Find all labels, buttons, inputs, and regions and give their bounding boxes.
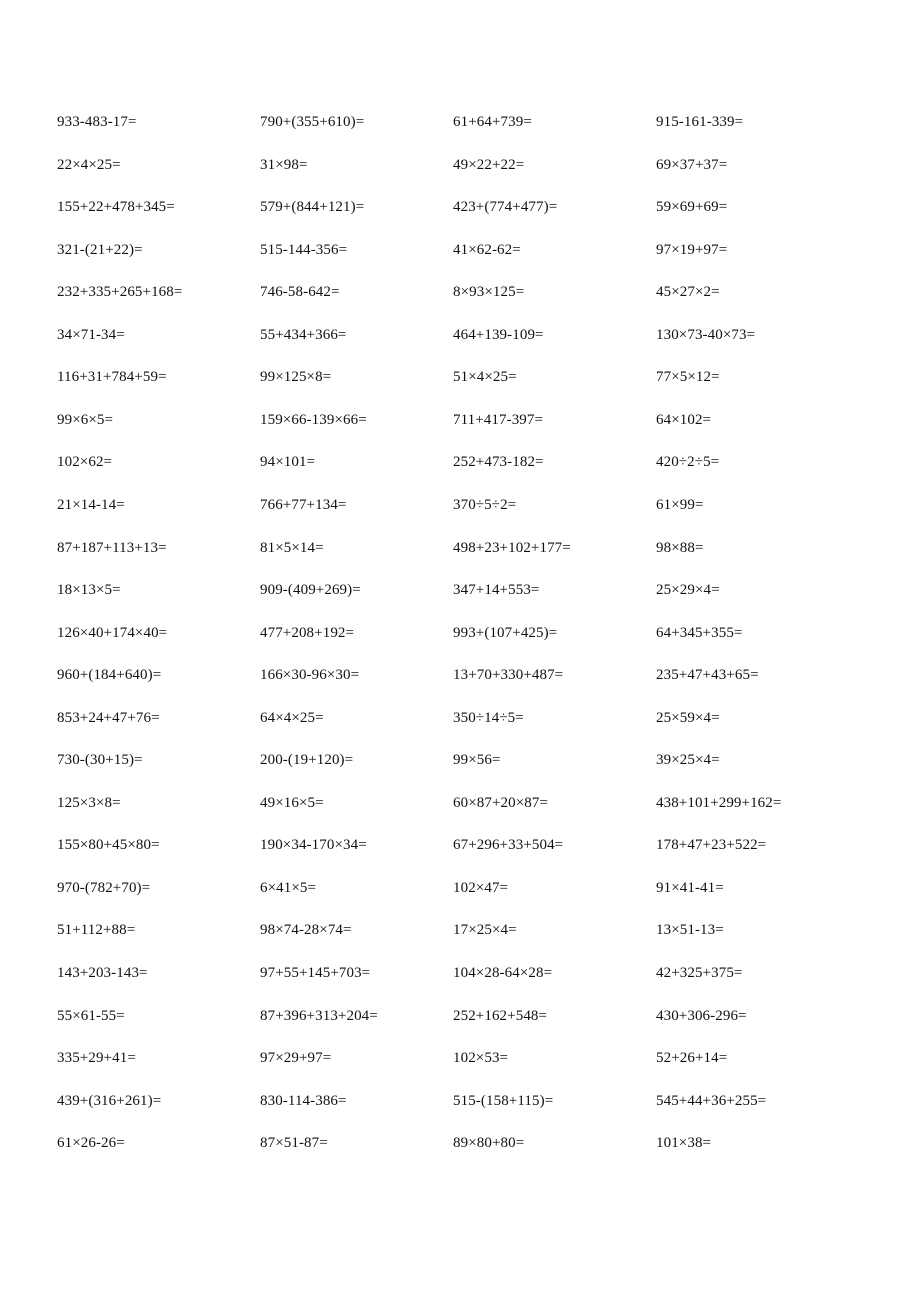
problem-expression: 97×29+97= — [260, 1050, 332, 1067]
problem-expression: 321-(21+22)= — [57, 241, 143, 258]
problem-expression: 116+31+784+59= — [57, 369, 167, 386]
problem-expression: 960+(184+640)= — [57, 667, 162, 684]
problem-expression: 102×47= — [453, 879, 509, 896]
problem-expression: 545+44+36+255= — [656, 1092, 767, 1109]
problem-row — [0, 876, 920, 900]
problem-expression: 89×80+80= — [453, 1135, 525, 1152]
problem-expression: 347+14+553= — [453, 582, 540, 598]
problem-expression: 915-161-339= — [656, 114, 744, 130]
problem-expression: 13+70+330+487= — [453, 667, 564, 684]
problem-expression: 430+306-296= — [656, 1007, 747, 1024]
problem-expression: 94×101= — [260, 454, 316, 471]
problem-expression: 200-(19+120)= — [260, 752, 354, 769]
problem-row — [0, 1004, 920, 1028]
problem-expression: 711+417-397= — [453, 411, 544, 428]
problem-expression: 102×53= — [453, 1050, 509, 1067]
problem-expression: 190×34-170×34= — [260, 837, 367, 854]
problem-row — [0, 1089, 920, 1113]
problem-expression: 13×51-13= — [656, 922, 724, 939]
problem-expression: 155×80+45×80= — [57, 837, 160, 854]
problem-row — [0, 110, 920, 134]
problem-expression: 102×62= — [57, 454, 113, 471]
problem-expression: 55×61-55= — [57, 1007, 125, 1024]
problem-expression: 370÷5÷2= — [453, 496, 517, 513]
problem-expression: 25×59×4= — [656, 709, 720, 726]
problem-row — [0, 280, 920, 304]
problem-expression: 730-(30+15)= — [57, 752, 143, 769]
problem-expression: 166×30-96×30= — [260, 667, 360, 684]
problem-expression: 853+24+47+76= — [57, 709, 160, 726]
problem-expression: 81×5×14= — [260, 539, 324, 556]
problem-expression: 420÷2÷5= — [656, 454, 720, 471]
problem-expression: 64×4×25= — [260, 709, 324, 726]
problem-expression: 25×29×4= — [656, 582, 720, 598]
problem-expression: 51+112+88= — [57, 922, 136, 939]
problem-expression: 99×6×5= — [57, 411, 114, 428]
problem-expression: 17×25×4= — [453, 922, 517, 939]
problem-expression: 87+396+313+204= — [260, 1007, 378, 1024]
problem-expression: 350÷14÷5= — [453, 709, 524, 726]
problem-expression: 235+47+43+65= — [656, 667, 759, 684]
problem-row — [0, 238, 920, 262]
problem-row — [0, 408, 920, 432]
problem-expression: 67+296+33+504= — [453, 837, 564, 854]
problem-row — [0, 748, 920, 772]
problem-row — [0, 918, 920, 942]
problem-expression: 970-(782+70)= — [57, 879, 151, 896]
problem-row — [0, 578, 920, 602]
problem-expression: 61×26-26= — [57, 1135, 125, 1152]
problem-expression: 439+(316+261)= — [57, 1092, 162, 1109]
problem-expression: 438+101+299+162= — [656, 794, 782, 811]
problem-expression: 51×4×25= — [453, 369, 517, 386]
problem-expression: 746-58-642= — [260, 284, 340, 301]
problem-row — [0, 1046, 920, 1070]
problem-row — [0, 195, 920, 219]
problem-expression: 45×27×2= — [656, 284, 720, 301]
problem-expression: 130×73-40×73= — [656, 326, 756, 343]
problem-expression: 252+473-182= — [453, 454, 544, 471]
problem-expression: 34×71-34= — [57, 326, 125, 343]
problem-expression: 49×22+22= — [453, 156, 525, 173]
problem-expression: 790+(355+610)= — [260, 114, 365, 130]
problem-expression: 61+64+739= — [453, 114, 532, 130]
problem-expression: 21×14-14= — [57, 496, 125, 513]
problem-expression: 766+77+134= — [260, 496, 347, 513]
problem-row — [0, 365, 920, 389]
problem-expression: 97×19+97= — [656, 241, 728, 258]
problem-row — [0, 153, 920, 177]
problem-expression: 464+139-109= — [453, 326, 544, 343]
problem-row — [0, 621, 920, 645]
problem-expression: 77×5×12= — [656, 369, 720, 386]
problem-row — [0, 961, 920, 985]
problem-expression: 41×62-62= — [453, 241, 521, 258]
problem-row — [0, 706, 920, 730]
problem-expression: 98×74-28×74= — [260, 922, 352, 939]
problem-expression: 252+162+548= — [453, 1007, 548, 1024]
problem-row — [0, 1131, 920, 1155]
problem-expression: 830-114-386= — [260, 1092, 347, 1109]
problem-expression: 69×37+37= — [656, 156, 728, 173]
problem-expression: 498+23+102+177= — [453, 539, 571, 556]
problem-row — [0, 791, 920, 815]
problem-row — [0, 833, 920, 857]
problem-expression: 22×4×25= — [57, 156, 121, 173]
problem-expression: 64+345+355= — [656, 624, 743, 641]
problem-expression: 60×87+20×87= — [453, 794, 549, 811]
problem-expression: 178+47+23+522= — [656, 837, 767, 854]
problem-expression: 31×98= — [260, 156, 308, 173]
problem-expression: 99×125×8= — [260, 369, 332, 386]
problem-expression: 59×69+69= — [656, 199, 728, 216]
problem-expression: 909-(409+269)= — [260, 582, 361, 598]
problem-expression: 52+26+14= — [656, 1050, 728, 1067]
problem-expression: 477+208+192= — [260, 624, 355, 641]
problem-expression: 98×88= — [656, 539, 704, 556]
problem-expression: 97+55+145+703= — [260, 965, 371, 981]
problem-expression: 87×51-87= — [260, 1135, 328, 1152]
problem-expression: 423+(774+477)= — [453, 199, 558, 216]
problem-expression: 232+335+265+168= — [57, 284, 183, 301]
problem-expression: 101×38= — [656, 1135, 712, 1152]
problem-expression: 155+22+478+345= — [57, 199, 175, 216]
problem-expression: 42+325+375= — [656, 965, 743, 981]
problem-expression: 993+(107+425)= — [453, 624, 558, 641]
problem-expression: 515-(158+115)= — [453, 1092, 554, 1109]
problem-expression: 335+29+41= — [57, 1050, 136, 1067]
problem-expression: 39×25×4= — [656, 752, 720, 769]
problem-expression: 143+203-143= — [57, 965, 148, 981]
problem-expression: 104×28-64×28= — [453, 965, 553, 981]
problem-expression: 933-483-17= — [57, 114, 137, 130]
problem-expression: 55+434+366= — [260, 326, 347, 343]
problem-expression: 99×56= — [453, 752, 501, 769]
problem-expression: 6×41×5= — [260, 879, 317, 896]
problem-expression: 49×16×5= — [260, 794, 324, 811]
problem-expression: 61×99= — [656, 496, 704, 513]
problem-expression: 8×93×125= — [453, 284, 525, 301]
problem-expression: 125×3×8= — [57, 794, 121, 811]
problem-expression: 159×66-139×66= — [260, 411, 367, 428]
problem-expression: 91×41-41= — [656, 879, 724, 896]
problem-expression: 64×102= — [656, 411, 712, 428]
problem-expression: 515-144-356= — [260, 241, 348, 258]
problem-expression: 126×40+174×40= — [57, 624, 168, 641]
problem-row — [0, 493, 920, 517]
problem-expression: 87+187+113+13= — [57, 539, 167, 556]
problem-row — [0, 663, 920, 687]
problem-expression: 579+(844+121)= — [260, 199, 365, 216]
problem-row — [0, 536, 920, 560]
problem-expression: 18×13×5= — [57, 582, 121, 598]
problem-row — [0, 450, 920, 474]
problem-row — [0, 323, 920, 347]
